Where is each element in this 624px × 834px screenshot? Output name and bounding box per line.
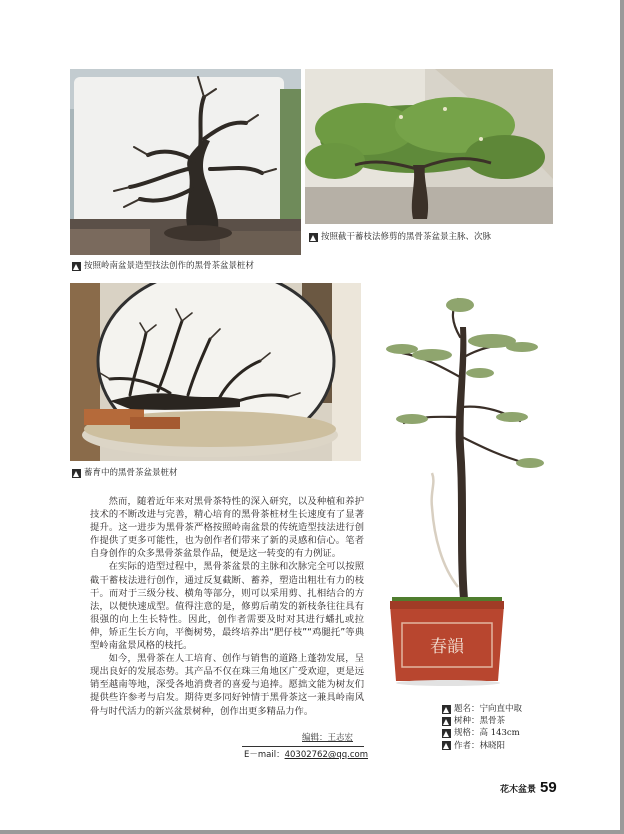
photo-featured-bonsai: [372, 287, 558, 687]
caption-marker-icon: [72, 262, 81, 271]
photo-bonsai-in-cultivation: [70, 283, 361, 461]
article-paragraph-2: 在实际的造型过程中，黑骨茶盆景的主脉和次脉完全可以按照截干蓄枝法进行创作，通过反复截断、蓄养，塑造出粗壮有力的枝干。而对于三级分枝、横角等部分，则可以采用剪、扎相结合的方法，以便快速成型。值得注意的是，修剪后萌发的新枝条往往具有很强的向上生长特性。因此，创作者需要及时对其进行蟠扎或拉伸，矫正生长方向，平衡树势，最终培养出“肥仔枝”“鸡腿托”等典型岭南盆景风格的枝托。: [90, 561, 364, 652]
info-marker-icon: [442, 729, 451, 738]
article-paragraph-3: 如今，黑骨茶在人工培育、创作与销售的道路上蓬勃发展，呈现出良好的发展态势。其产品不仅在珠三角地区广受欢迎，更是远销至越南等地，深受各地消费者的喜爱与追捧。愿拙文能为树友们提供些许参考与启发。期待更多同好钟情于黑骨茶这一兼具岭南风骨与时代活力的新兴盆景树种，创作出更多精品力作。: [90, 653, 364, 717]
caption-photo-1: 按照岭南盆景造型技法创作的黑骨茶盆景桩材: [72, 261, 254, 272]
pot-inscription: 春韻: [430, 637, 464, 657]
work-info-author: 作者：林晓阳: [442, 740, 522, 752]
editor-credit: 编辑：王志宏: [302, 733, 354, 743]
caption-marker-icon: [309, 233, 318, 242]
info-marker-icon: [442, 705, 451, 714]
caption-photo-3: 蓄育中的黑骨茶盆景桩材: [72, 468, 178, 479]
info-marker-icon: [442, 741, 451, 750]
page-number: 59: [540, 779, 557, 796]
email-address-link[interactable]: 40302762@qq.com: [284, 750, 369, 760]
editor-email: [244, 748, 368, 760]
caption-photo-2: 按照截干蓄枝法修剪的黑骨茶盆景主脉、次脉: [309, 232, 491, 243]
article-paragraph-1: 然而，随着近年来对黑骨茶特性的深入研究，以及种植和养护技术的不断改进与完善，精心培育的黑骨茶桩材生长速度有了显著提升。这一进步为黑骨茶严格按照岭南盆景的传统造型技法进行创作提供了更多可能性，也为创作者们带来了新的灵感和信心。笔者自身创作的众多黑骨茶盆景作品，便是这一转变的有力例证。: [90, 496, 364, 560]
photo-bonsai-stump-carved: [70, 69, 301, 255]
article-body: [90, 495, 364, 718]
page-folio: [500, 779, 557, 796]
work-info-species: 树种：黑骨茶: [442, 715, 522, 727]
work-info-size: 规格：高 143cm: [442, 727, 522, 739]
caption-marker-icon: [72, 469, 81, 478]
photo-bonsai-pruned-branches: [305, 69, 553, 224]
email-rule: [242, 746, 364, 747]
magazine-name: 花木盆景: [500, 785, 537, 795]
info-marker-icon: [442, 717, 451, 726]
work-info: [442, 703, 522, 752]
email-label: E－mail：: [244, 750, 285, 760]
work-info-title: 题名：宁向直中取: [442, 703, 522, 715]
